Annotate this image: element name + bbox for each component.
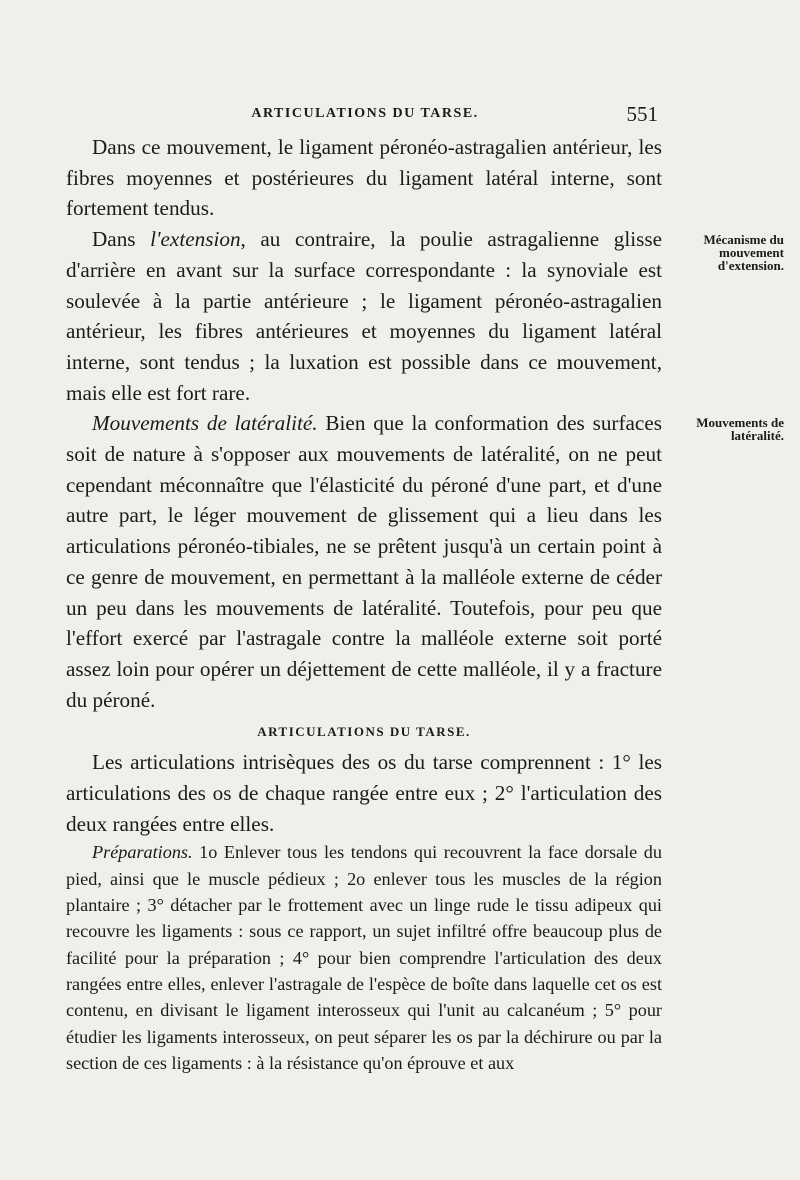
section-heading: ARTICULATIONS DU TARSE.: [257, 724, 471, 740]
main-text: [66, 132, 662, 1076]
margin-note-extension: Mécanisme du mouvement d'extension.: [703, 232, 784, 273]
page-number: 551: [626, 102, 658, 126]
paragraph-lateralite: [66, 408, 662, 715]
italic-term-preparations: Préparations.: [92, 842, 193, 863]
paragraph-text: 1o Enlever tous les tendons qui recouvrent la face dorsale du pied, ainsi que le muscle pédieux ; 2o enlever tous les muscles de la région plantaire ; 3° détacher par le frottement avec un linge rude le tissu adipeux qui recouvre les ligaments : sous ce rapport, un sujet infiltré offre beaucoup plus de facilité pour la préparation ; 4° pour bien comprendre l'articulation des deux rangées entre elles, enlever l'astragale de l'espèce de boîte dans laquelle cet os est contenu, en divisant le ligament interosseux qui l'unit au calcanéum ; 5° pour étudier les ligaments interosseux, on peut séparer les os par la déchirure ou par la section de ces ligaments : à la résistance qu'on éprouve et aux: [66, 842, 662, 1073]
running-head: ARTICULATIONS DU TARSE.: [251, 106, 479, 121]
lead-word: Dans: [92, 227, 151, 252]
paragraph-text: Bien que la conformation des surfaces soit de nature à s'opposer aux mouvements de latéralité, on ne peut cependant méconnaître que l'élasticité du péroné d'une part, et d'une autre part, le léger mouvement de glissement qui a lieu dans les articulations péronéo-tibiales, ne se prêtent jusqu'à un certain point à ce genre de mouvement, en permettant à la malléole externe de céder un peu dans les mouvements de latéralité. Toutefois, pour peu que l'effort exercé par l'astragale contre la malléole externe soit porté assez loin pour opérer un déjettement de cette malléole, il y a fracture du péroné.: [66, 411, 662, 712]
page-header: [70, 102, 660, 126]
margin-note-lateralite: Mouvements de latéralité.: [696, 415, 784, 443]
paragraph-flexion-end: Dans ce mouvement, le ligament péronéo-astragalien antérieur, les fibres moyennes et postérieures du ligament latéral interne, sont fortement tendus.: [66, 135, 662, 221]
paragraph-preparations: [66, 839, 662, 1076]
paragraph-extension: [66, 224, 662, 408]
italic-term-extension: l'extension: [150, 227, 241, 252]
italic-term-lateralite: Mouvements de latéralité.: [92, 411, 318, 436]
paragraph-tarse-intro: Les articulations intrisèques des os du tarse comprennent : 1° les articulations des os de chaque rangée entre eux ; 2° l'articulation des deux rangées entre elles.: [66, 750, 662, 836]
paragraph-text: , au contraire, la poulie astragalienne glisse d'arrière en avant sur la surface correspondante : la synoviale est soulevée à la partie antérieure ; le ligament péronéo-astragalien antérieur, les fibres antérieures et moyennes du ligament latéral interne, sont tendus ; la luxation est possible dans ce mouvement, mais elle est fort rare.: [66, 227, 663, 405]
